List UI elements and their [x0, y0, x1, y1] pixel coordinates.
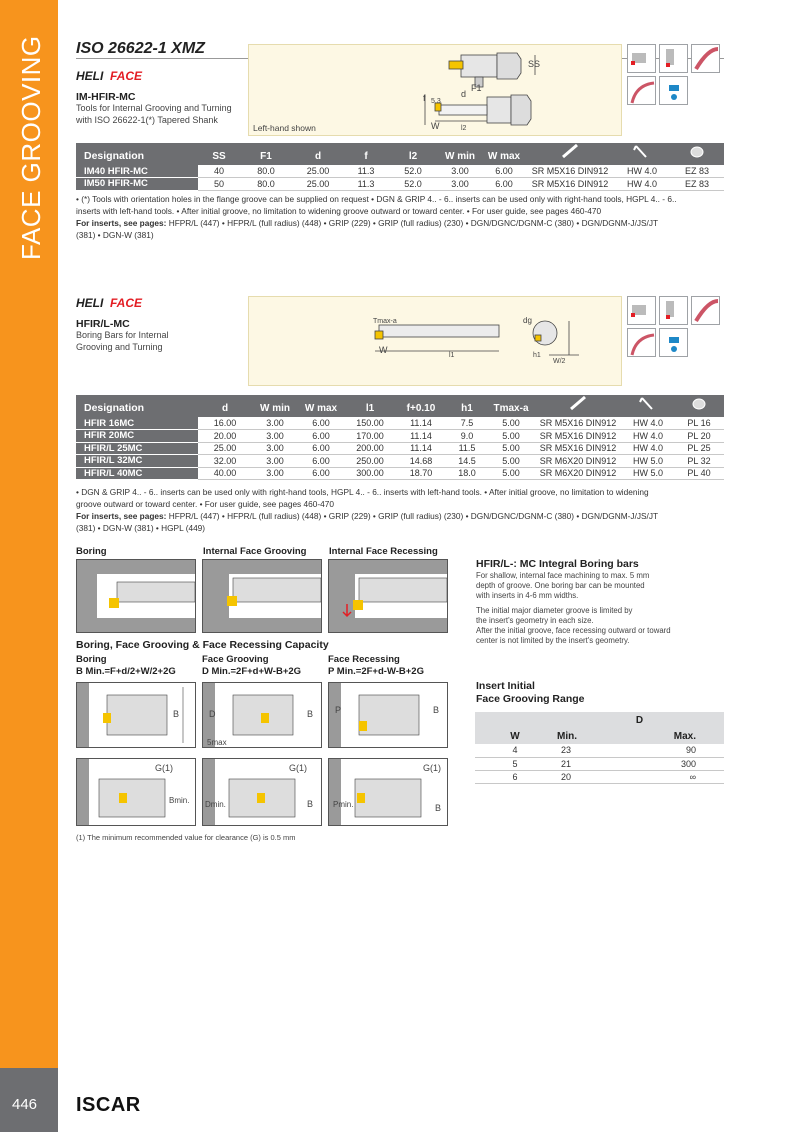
application-icons — [627, 296, 720, 357]
spec-table-2 — [76, 395, 724, 480]
application-icons — [627, 44, 720, 105]
footnote: (1) The minimum recommended value for clearance (G) is 0.5 mm — [76, 833, 296, 842]
product-description: Boring Bars for Internal Grooving and Turning — [76, 330, 169, 352]
table-row: 5 21 300 — [475, 757, 724, 770]
table-row: IM40 HFIR-MC 40 80.0 25.00 11.3 52.0 3.00 6.00 SR M5X16 DIN912 HW 4.0 EZ 83 — [76, 165, 724, 178]
table-row: 6 20 ∞ — [475, 770, 724, 783]
clamp-icon — [674, 395, 724, 417]
label-g: G(1) — [155, 763, 173, 773]
table-row: HFIR/L 32MC 32.00 3.00 6.00 250.00 14.68 14.5 5.00 SR M6X20 DIN912 HW 5.0 PL 32 — [76, 455, 724, 468]
label-b: B — [173, 709, 180, 719]
dim-w: W — [431, 121, 440, 131]
info-heading: HFIR/L-: MC Integral Boring bars — [476, 558, 639, 570]
profile-icon — [627, 76, 656, 105]
dim-w2: W/2 — [553, 358, 566, 365]
screw-icon — [526, 143, 614, 165]
table-row: HFIR 16MC 16.00 3.00 6.00 150.00 11.14 7.5 5.00 SR M5X16 DIN912 HW 4.0 PL 16 — [76, 417, 724, 430]
face-turn-icon — [691, 44, 720, 73]
sidebar — [0, 0, 58, 1132]
dim-ss: SS — [528, 59, 541, 69]
capacity-diagram-grooving-2 — [202, 758, 322, 826]
dim-l1: l1 — [449, 352, 455, 359]
capacity-boring: Boring B Min.=F+d/2+W/2+2G — [76, 654, 176, 677]
dim-dg: dg — [523, 316, 532, 325]
dim-h1: h1 — [533, 352, 541, 359]
dim-val: 5.3 — [431, 98, 441, 105]
capacity-diagram-recessing-1 — [328, 682, 448, 748]
section-title: ISO 26622-1 XMZ — [76, 40, 205, 57]
label-bmin: Bmin. — [169, 796, 190, 805]
label-b: B — [433, 705, 440, 715]
wrench-icon — [622, 395, 674, 417]
empty-icon-cell — [691, 328, 720, 357]
label-5max: 5max — [207, 738, 227, 747]
range-title: Insert Initial Face Grooving Range — [476, 680, 585, 705]
coolant-icon — [659, 76, 688, 105]
range-header-row: W Min. Max. — [475, 728, 724, 744]
dim-d: d — [461, 89, 467, 99]
product-name: IM-HFIR-MC — [76, 91, 136, 103]
dim-f: f — [423, 93, 426, 103]
section-label: FACE GROOVING — [16, 35, 46, 260]
capacity-diagram-recessing-2 — [328, 758, 448, 826]
label-b: B — [307, 709, 314, 719]
profile-icon — [627, 328, 656, 357]
op-label-face-grooving: Internal Face Grooving — [203, 546, 307, 557]
capacity-grooving: Face Grooving D Min.=2F+d+W-B+2G — [202, 654, 302, 677]
label-g: G(1) — [423, 763, 441, 773]
capacity-recessing: Face Recessing P Min.=2F+d-W-B+2G — [328, 654, 424, 677]
dim-l2: l2 — [461, 125, 467, 132]
label-g: G(1) — [289, 763, 307, 773]
diagram-face-grooving — [202, 559, 322, 633]
capacity-diagram-grooving-1 — [202, 682, 322, 748]
label-pmin: Pmin. — [333, 800, 354, 809]
label-d: D — [209, 709, 216, 719]
boring-bar-drawing — [248, 296, 622, 386]
boring-bar-drawing-svg — [249, 297, 623, 387]
section-title-vertical — [10, 35, 50, 280]
dim-w: W — [379, 345, 388, 355]
op-label-boring: Boring — [76, 546, 107, 557]
product-description: Tools for Internal Grooving and Turning with ISO 26622-1(*) Tapered Shank — [76, 103, 232, 125]
label-b: B — [307, 799, 314, 809]
range-group-header: D — [475, 712, 724, 728]
boring-icon — [627, 44, 656, 73]
dim-f1: F1 — [471, 83, 482, 93]
op-label-face-recessing: Internal Face Recessing — [329, 546, 438, 557]
capacity-title: Boring, Face Grooving & Face Recessing Capacity — [76, 639, 329, 651]
wrench-icon — [614, 143, 670, 165]
table-row: HFIR 20MC 20.00 3.00 6.00 170.00 11.14 9.0 5.00 SR M5X16 DIN912 HW 4.0 PL 20 — [76, 430, 724, 443]
info-paragraph-1: For shallow, internal face machining to max. 5 mm depth of groove. One boring bar can be mounted with inserts in 4-6 mm widths. — [476, 571, 650, 600]
table-row: IM50 HFIR-MC 50 80.0 25.00 11.3 52.0 3.00 6.00 SR M5X16 DIN912 HW 4.0 EZ 83 — [76, 178, 724, 191]
notes-2: • DGN & GRIP 4.. - 6.. inserts can be used only with right-hand tools, HGPL 4.. - 6.. inserts with left-hand tools. • After initial groove, no limitation to widening groove outward or toward center. • For user guide, see pages 460-470 For inserts, see pages: HFPR/L (447) • HFPR/L (full radius) (448) • GRIP (229) • GRIP (full radius) (230) • DGN/DGNC/DGNM-C (380) • DGN/DGNM-J/JS/JT (381) • DGN-W (381) • HGPL (449) — [76, 487, 659, 533]
clamp-icon — [670, 143, 724, 165]
spec-table-1 — [76, 143, 724, 191]
tool-drawing — [248, 44, 622, 136]
label-b: B — [435, 803, 442, 813]
table-row: 4 23 90 — [475, 744, 724, 757]
capacity-diagram-boring-2 — [76, 758, 196, 826]
dim-tmax: Tmax-a — [373, 318, 397, 325]
diagram-boring — [76, 559, 196, 633]
face-groove-icon — [659, 296, 688, 325]
face-turn-icon — [691, 296, 720, 325]
brand-logo: ISCAR — [76, 1094, 141, 1116]
table-header-row: Designation SS F1 d f l2 W min W max — [76, 143, 724, 165]
notes-1: • (*) Tools with orientation holes in the flange groove can be supplied on request • DGN & GRIP 4.. - 6.. inserts can be used only with right-hand tools, HGPL 4.. - 6.. inserts with left-hand tools. • After initial groove, no limitation to widening groove outward or toward center. • For user guide, see pages 460-470 For inserts, see pages: HFPR/L (447) • HFPR/L (full radius) (448) • GRIP (229) • GRIP (full radius) (230) • DGN/DGNC/DGNM-C (380) • DGN/DGNM-J/JS/JT (381) • DGN-W (381) — [76, 194, 677, 240]
table-row: HFIR/L 25MC 25.00 3.00 6.00 200.00 11.14 11.5 5.00 SR M5X16 DIN912 HW 4.0 PL 25 — [76, 442, 724, 455]
diagram-face-recessing — [328, 559, 448, 633]
drawing-note: Left-hand shown — [253, 123, 316, 133]
coolant-icon — [659, 328, 688, 357]
heliface-logo: HELI FACE — [76, 69, 143, 83]
range-table — [475, 712, 724, 784]
boring-icon — [627, 296, 656, 325]
face-groove-icon — [659, 44, 688, 73]
table-header-row: Designation d W min W max l1 f+0.10 h1 Tmax-a — [76, 395, 724, 417]
capacity-diagram-boring-1 — [76, 682, 196, 748]
info-paragraph-2: The initial major diameter groove is limited by the insert's geometry in each size. After the initial groove, face recessing outward or toward center is not limited by the insert's geometry. — [476, 606, 671, 645]
empty-icon-cell — [691, 76, 720, 105]
product-name: HFIR/L-MC — [76, 318, 130, 330]
table-row: HFIR/L 40MC 40.00 3.00 6.00 300.00 18.70 18.0 5.00 SR M6X20 DIN912 HW 5.0 PL 40 — [76, 467, 724, 480]
label-p: P — [335, 705, 342, 715]
page-number: 446 — [12, 1096, 38, 1113]
screw-icon — [534, 395, 622, 417]
label-dmin: Dmin. — [205, 800, 226, 809]
heliface-logo: HELI FACE — [76, 296, 143, 310]
